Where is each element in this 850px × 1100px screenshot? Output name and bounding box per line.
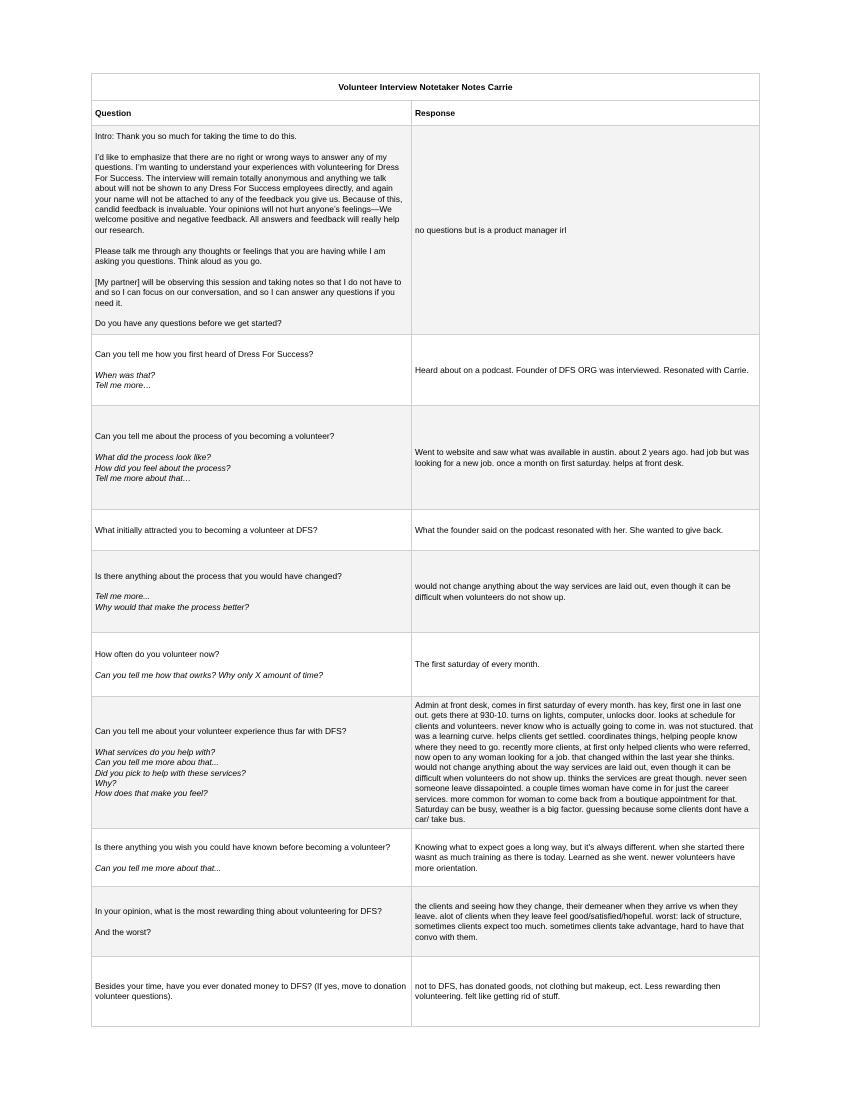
table-row xyxy=(92,828,760,886)
response-cell: not to DFS, has donated goods, not clothing but makeup, ect. Less rewarding then volunteering. felt like getting rid of stuff. xyxy=(412,956,760,1026)
table-row xyxy=(92,886,760,956)
followup-question: Can you tell me more about that... xyxy=(95,862,222,873)
response-cell: Went to website and saw what was available in austin. about 2 years ago. had job but was looking for a new job. once a month on first saturday. helps at front desk. xyxy=(412,406,760,510)
question-cell xyxy=(92,633,412,697)
followup-question: How does that make you feel? xyxy=(95,788,208,799)
question-cell xyxy=(92,886,412,956)
table-row xyxy=(92,551,760,633)
interview-notes-table xyxy=(91,73,760,1027)
question-text: Is there anything about the process that you would have changed? xyxy=(95,570,342,581)
followup-question: What did the process look like? xyxy=(95,452,211,463)
question-cell xyxy=(92,551,412,633)
followup-question: Did you pick to help with these services? xyxy=(95,767,246,778)
response-cell: the clients and seeing how they change, their demeaner when they arrive vs when they leave. alot of clients when they leave feel good/satisfied/hopeful. worst: lack of structure, sometimes clients expect too much. sometimes clients take advantage, hard to have that convo with them. xyxy=(412,886,760,956)
table-row xyxy=(92,510,760,551)
table-row xyxy=(92,697,760,829)
question-text: In your opinion, what is the most rewarding thing about volunteering for DFS? xyxy=(95,905,382,916)
question-text: Can you tell me about the process of you becoming a volunteer? xyxy=(95,431,335,442)
response-column-header: Response xyxy=(412,101,760,126)
table-row xyxy=(92,633,760,697)
followup-question: Can you tell me more abou that... xyxy=(95,757,219,768)
question-cell xyxy=(92,956,412,1026)
intro-paragraph: [My partner] will be observing this session and taking notes so that I do not have to and so I can focus on our conversation, and so I can answer any questions if you need it. xyxy=(95,276,402,308)
followup-question: And the worst? xyxy=(95,926,151,937)
question-cell xyxy=(92,335,412,406)
question-cell xyxy=(92,510,412,551)
response-cell: would not change anything about the way services are laid out, even though it can be difficult when volunteers do not show up. xyxy=(412,551,760,633)
question-text: Can you tell me about your volunteer experience thus far with DFS? xyxy=(95,726,347,737)
response-cell: Heard about on a podcast. Founder of DFS ORG was interviewed. Resonated with Carrie. xyxy=(412,335,760,406)
followup-question: Tell me more about that… xyxy=(95,473,192,484)
followup-question: When was that? xyxy=(95,369,156,380)
response-cell: The first saturday of every month. xyxy=(412,633,760,697)
followup-question: How did you feel about the process? xyxy=(95,462,231,473)
table-row xyxy=(92,406,760,510)
response-cell: What the founder said on the podcast resonated with her. She wanted to give back. xyxy=(412,510,760,551)
question-text: What initially attracted you to becoming a volunteer at DFS? xyxy=(95,524,318,535)
question-text: Is there anything you wish you could have known before becoming a volunteer? xyxy=(95,841,391,852)
intro-paragraph: Intro: Thank you so much for taking the time to do this. xyxy=(95,131,297,142)
followup-question: Why? xyxy=(95,778,117,789)
table-row xyxy=(92,126,760,335)
followup-question: Tell me more… xyxy=(95,380,152,391)
intro-question-cell xyxy=(92,126,412,335)
table-row xyxy=(92,956,760,1026)
intro-response-cell: no questions but is a product manager irl xyxy=(412,126,760,335)
question-text: Can you tell me how you first heard of Dress For Success? xyxy=(95,349,314,360)
table-title: Volunteer Interview Notetaker Notes Carrie xyxy=(92,74,760,101)
question-cell xyxy=(92,406,412,510)
followup-question: Why would that make the process better? xyxy=(95,601,250,612)
intro-paragraph: Please talk me through any thoughts or feelings that you are having while I am asking you questions. Think aloud as you go. xyxy=(95,245,386,267)
question-text: Besides your time, have you ever donated money to DFS? (If yes, move to donation volunteer questions). xyxy=(95,980,406,1002)
table-row xyxy=(92,335,760,406)
intro-paragraph: Do you have any questions before we get started? xyxy=(95,318,282,329)
question-cell xyxy=(92,828,412,886)
question-column-header: Question xyxy=(92,101,412,126)
question-text: How often do you volunteer now? xyxy=(95,648,220,659)
response-cell: Knowing what to expect goes a long way, but it's always different. when she started there wasnt as much training as there is today. Learned as she went. newer volunteers have more orientation. xyxy=(412,828,760,886)
followup-question: What services do you help with? xyxy=(95,746,216,757)
question-cell xyxy=(92,697,412,829)
followup-question: Can you tell me how that owrks? Why only X amount of time? xyxy=(95,669,324,680)
followup-question: Tell me more... xyxy=(95,591,151,602)
intro-paragraph: I’d like to emphasize that there are no right or wrong ways to answer any of my questions. I’m wanting to understand your experiences with volunteering for Dress For Success. The interview will remain totally anonymous and anything we talk about will not be shown to any Dress For Success employees directly, and again your name will not be attached to any of the feedback you give us. Because of this, candid feedback is invaluable. Your opinions will not hurt anyone’s feelings—We welcome positive and negative feedback. All answers and feedback will really help our research. xyxy=(95,151,403,235)
response-cell: Admin at front desk, comes in first saturday of every month. has key, first one in last one out. gets there at 930-10. turns on lights, computer, unlocks door. looks at schedule for clients and volunteers. never know who is actually going to come in. was not stuctured. that was a learning curve. helps clients get settled. coordinates things, helping people know where they need to go. recently more clients, at first only helped clients who were referred, now open to any woman looking for a job. that changed within the last year she thinks. would not change anything about the way services are laid out, even though it can be difficult when volunteers do not show up. thinks the services are great though. never seen someone leave dissapointed. a couple times woman have come in for just the career services. more common for woman to come back from a boutique appointment for that. Saturday can be busy, weather is a big factor. guessing because some clients dont have a car/ take bus. xyxy=(412,697,760,829)
